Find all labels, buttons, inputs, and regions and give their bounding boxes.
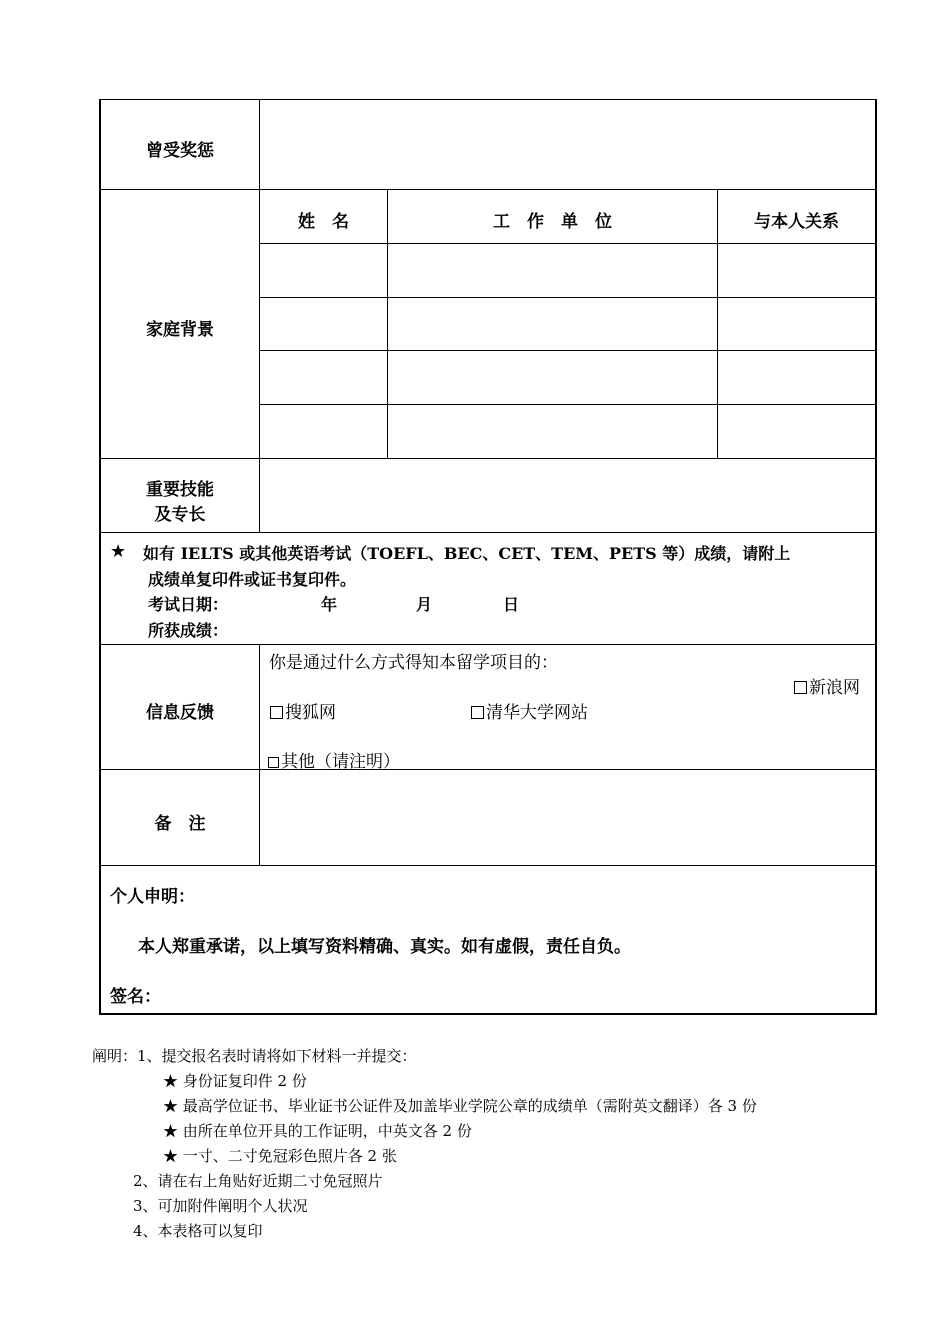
option-other[interactable] xyxy=(268,747,400,772)
checkbox-icon[interactable] xyxy=(270,706,283,719)
remarks-field[interactable] xyxy=(261,771,874,864)
notes-item-4: ★ 一寸、二寸免冠彩色照片各 2 张 xyxy=(163,1147,397,1165)
english-test-note-line1: 如有 IELTS 或其他英语考试（TOEFL、BEC、CET、TEM、PETS 等）成绩，请附上 xyxy=(143,544,791,563)
row-divider xyxy=(99,769,877,770)
exam-score-label: 所获成绩： xyxy=(148,621,229,640)
english-test-note-line2: 成绩单复印件或证书复印件。 xyxy=(148,570,357,589)
row-divider xyxy=(259,243,877,244)
awards-field[interactable] xyxy=(261,101,874,188)
skills-label-line2: 及专长 xyxy=(154,505,206,525)
exam-year-label: 年 xyxy=(321,595,338,614)
notes-intro: 阐明：1、提交报名表时请将如下材料一并提交： xyxy=(92,1047,417,1065)
checkbox-icon[interactable] xyxy=(794,681,807,694)
family-work-field[interactable] xyxy=(389,299,716,349)
family-relation-header: 与本人关系 xyxy=(754,212,839,232)
row-divider xyxy=(99,644,877,645)
table-border-bottom xyxy=(99,1013,877,1015)
family-work-field[interactable] xyxy=(389,352,716,403)
col-divider xyxy=(259,99,260,532)
option-tsinghua-label: 清华大学网站 xyxy=(486,703,588,723)
notes-item-2: ★ 最高学位证书、毕业证书公证件及加盖毕业学院公章的成绩单（需附英文翻译）各 3 份 xyxy=(163,1097,757,1115)
family-name-field[interactable] xyxy=(261,245,386,296)
feedback-label: 信息反馈 xyxy=(146,703,214,723)
table-border-top xyxy=(99,99,877,100)
notes-point-3: 3、可加附件阐明个人状况 xyxy=(133,1197,308,1215)
skills-label-line1: 重要技能 xyxy=(146,480,214,500)
option-sina[interactable] xyxy=(794,673,860,698)
notes-point-4: 4、本表格可以复印 xyxy=(133,1222,263,1240)
declaration-text: 本人郑重承诺，以上填写资料精确、真实。如有虚假，责任自负。 xyxy=(138,937,631,957)
family-relation-field[interactable] xyxy=(719,299,874,349)
family-relation-field[interactable] xyxy=(719,352,874,403)
skills-field[interactable] xyxy=(261,460,874,531)
awards-label: 曾受奖惩 xyxy=(146,141,214,161)
option-sohu[interactable] xyxy=(270,698,336,723)
checkbox-icon[interactable] xyxy=(471,706,484,719)
family-relation-field[interactable] xyxy=(719,245,874,296)
checkbox-icon[interactable] xyxy=(268,757,279,768)
signature-label: 签名： xyxy=(110,987,161,1007)
row-divider xyxy=(99,189,877,190)
family-work-field[interactable] xyxy=(389,406,716,457)
option-sina-label: 新浪网 xyxy=(809,678,860,698)
family-relation-field[interactable] xyxy=(719,406,874,457)
family-work-field[interactable] xyxy=(389,245,716,296)
declaration-title: 个人申明： xyxy=(110,887,195,907)
option-sohu-label: 搜狐网 xyxy=(285,703,336,723)
family-work-header: 工 作 单 位 xyxy=(493,212,612,232)
family-name-header: 姓 名 xyxy=(298,212,349,232)
notes-item-3: ★ 由所在单位开具的工作证明，中英文各 2 份 xyxy=(163,1122,472,1140)
col-divider xyxy=(259,644,260,865)
row-divider xyxy=(99,458,877,459)
family-background-label: 家庭背景 xyxy=(146,320,214,340)
table-border-right xyxy=(875,99,877,1015)
row-divider xyxy=(99,532,877,533)
star-icon: ★ xyxy=(110,541,127,562)
remarks-label: 备 注 xyxy=(154,814,206,834)
row-divider xyxy=(99,865,877,866)
row-divider xyxy=(259,404,877,405)
exam-day-label: 日 xyxy=(503,595,520,614)
notes-item-1: ★ 身份证复印件 2 份 xyxy=(163,1072,307,1090)
option-tsinghua[interactable] xyxy=(471,698,588,723)
table-border-left xyxy=(99,99,101,1015)
row-divider xyxy=(259,297,877,298)
family-name-field[interactable] xyxy=(261,406,386,457)
option-other-label: 其他（请注明） xyxy=(281,752,400,772)
family-name-field[interactable] xyxy=(261,299,386,349)
exam-date-label: 考试日期： xyxy=(148,595,229,614)
notes-point-2: 2、请在右上角贴好近期二寸免冠照片 xyxy=(133,1172,383,1190)
exam-month-label: 月 xyxy=(416,595,433,614)
row-divider xyxy=(259,350,877,351)
family-name-field[interactable] xyxy=(261,352,386,403)
signature-field[interactable] xyxy=(160,978,660,1008)
feedback-question: 你是通过什么方式得知本留学项目的： xyxy=(269,653,558,673)
